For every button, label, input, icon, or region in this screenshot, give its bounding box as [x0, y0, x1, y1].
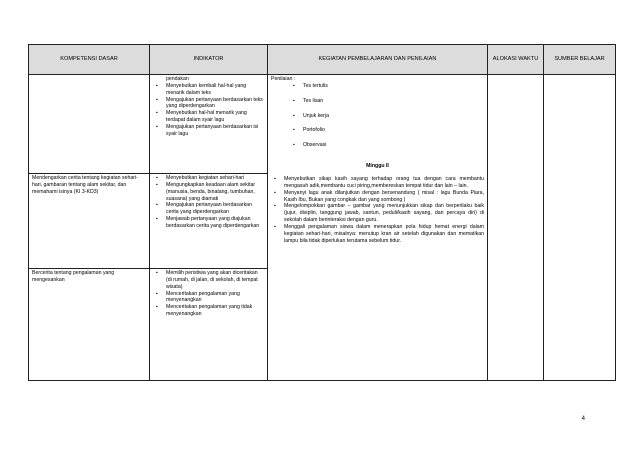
header-alokasi-waktu: ALOKASI WAKTU — [488, 45, 544, 75]
header-kompetensi-dasar: KOMPETENSI DASAR — [29, 45, 150, 75]
kd-cell: Mendengarkan cerita tentang kegiatan sehari-hari, gambaran tentang alam sekitar, dan memahami isinya (KI 3-KD3) — [29, 174, 150, 269]
list-item: ▪ Memilih peristiwa yang akan diceritakan (di rumah, di jalan, di sekolah, di tempat wisata) — [166, 270, 264, 291]
list-item: ▪ Menyebutkan sikap kasih sayang terhadap orang tua dengan cara membantu mengasuh adik,membantu cuci piring,membereskan tempat tidur dan lain – lain. — [284, 176, 484, 190]
list-item: ▪ Mengelompokkan gambar – gambar yang menunjukkan sikap dan berperilaku baik (jujur, disiplin, tanggung jawab, santun, peduli/kasih sayang, dan percaya diri) di sekolah dalam berinteraksi dengan guru. — [284, 203, 484, 224]
list-item: ▪ Tes tertulis — [303, 83, 484, 90]
penilaian-label: Penilaian : — [271, 76, 296, 82]
list-item: ▪ Portofolio — [303, 127, 484, 134]
list-item: ▪ Menyebutkan kegiatan sehari-hari — [166, 175, 264, 182]
kd-cell-empty — [29, 75, 150, 174]
list-item: ▪ Unjuk kerja — [303, 113, 484, 120]
list-item: ▪ Menyanyi lagu anak dilanjutkan dengan bersenandung ( misal : lagu Bunda Piara, Kasih Ibu, Bukan yang congkak dan yang sombong ) — [284, 190, 484, 204]
sumber-cell — [544, 75, 616, 381]
indikator-list — [153, 83, 264, 138]
table-row — [29, 75, 616, 174]
indikator-lead: pendakan — [166, 76, 189, 82]
list-item: ▪ Menggali pengalaman siswa dalam menerapkan pola hidup hemat energi dalam kegiatan sehari-hari, misalnya: menutup kran air setelah digunakan dan mematikan lampu bila tidak diperlukan terutama sebelum tidur. — [284, 224, 484, 245]
lesson-plan-table — [28, 44, 616, 381]
header-kegiatan: KEGIATAN PEMBELAJARAN DAN PENILAIAN — [268, 45, 488, 75]
list-item: ▪ Menjawab pertanyaan yang diajukan berdasarkan cerita yang diperdengarkan — [166, 216, 264, 230]
header-sumber-belajar: SUMBER BELAJAR — [544, 45, 616, 75]
table-header-row — [29, 45, 616, 75]
kegiatan-list — [271, 176, 484, 245]
indikator-cell — [150, 174, 268, 269]
minggu-title: Minggu II — [366, 163, 389, 170]
list-item: ▪ Mengajukan pertanyaan berdasarkan isi syair lagu — [166, 124, 264, 138]
indikator-cell — [150, 75, 268, 174]
indikator-list — [153, 175, 264, 230]
page-number: 4 — [581, 416, 585, 422]
list-item: ▪ Menceritakan pengalaman yang tidak menyenangkan — [166, 304, 264, 318]
alokasi-cell — [488, 75, 544, 381]
list-item: ▪ Menyebutkan kembali hal-hal yang menarik dalam teks — [166, 83, 264, 97]
list-item: ▪ Mengajukan pertanyaan berdasarkan cerita yang diperdengarkan — [166, 202, 264, 216]
indikator-list — [153, 270, 264, 318]
penilaian-list — [271, 83, 484, 149]
kd-cell: Bercerita tentang pengalaman yang mengesankan — [29, 269, 150, 381]
header-indikator: INDIKATOR — [150, 45, 268, 75]
list-item: ▪ Tes lisan — [303, 98, 484, 105]
list-item: ▪ Menceritakan pengalaman yang menyenangkan — [166, 291, 264, 305]
list-item: ▪ Menyebutkan hal-hal menarik yang terdapat dalam syair lagu — [166, 110, 264, 124]
list-item: ▪ Mengungkapkan keadaan alam sekitar (manusia, benda, binatang, tumbuhan, suasana) yang diamati — [166, 182, 264, 203]
list-item: ▪ Observasi — [303, 142, 484, 149]
list-item: ▪ Mengajukan pertanyaan berdasarkan teks yang diperdengarkan — [166, 97, 264, 111]
indikator-cell — [150, 269, 268, 381]
kegiatan-cell — [268, 75, 488, 381]
